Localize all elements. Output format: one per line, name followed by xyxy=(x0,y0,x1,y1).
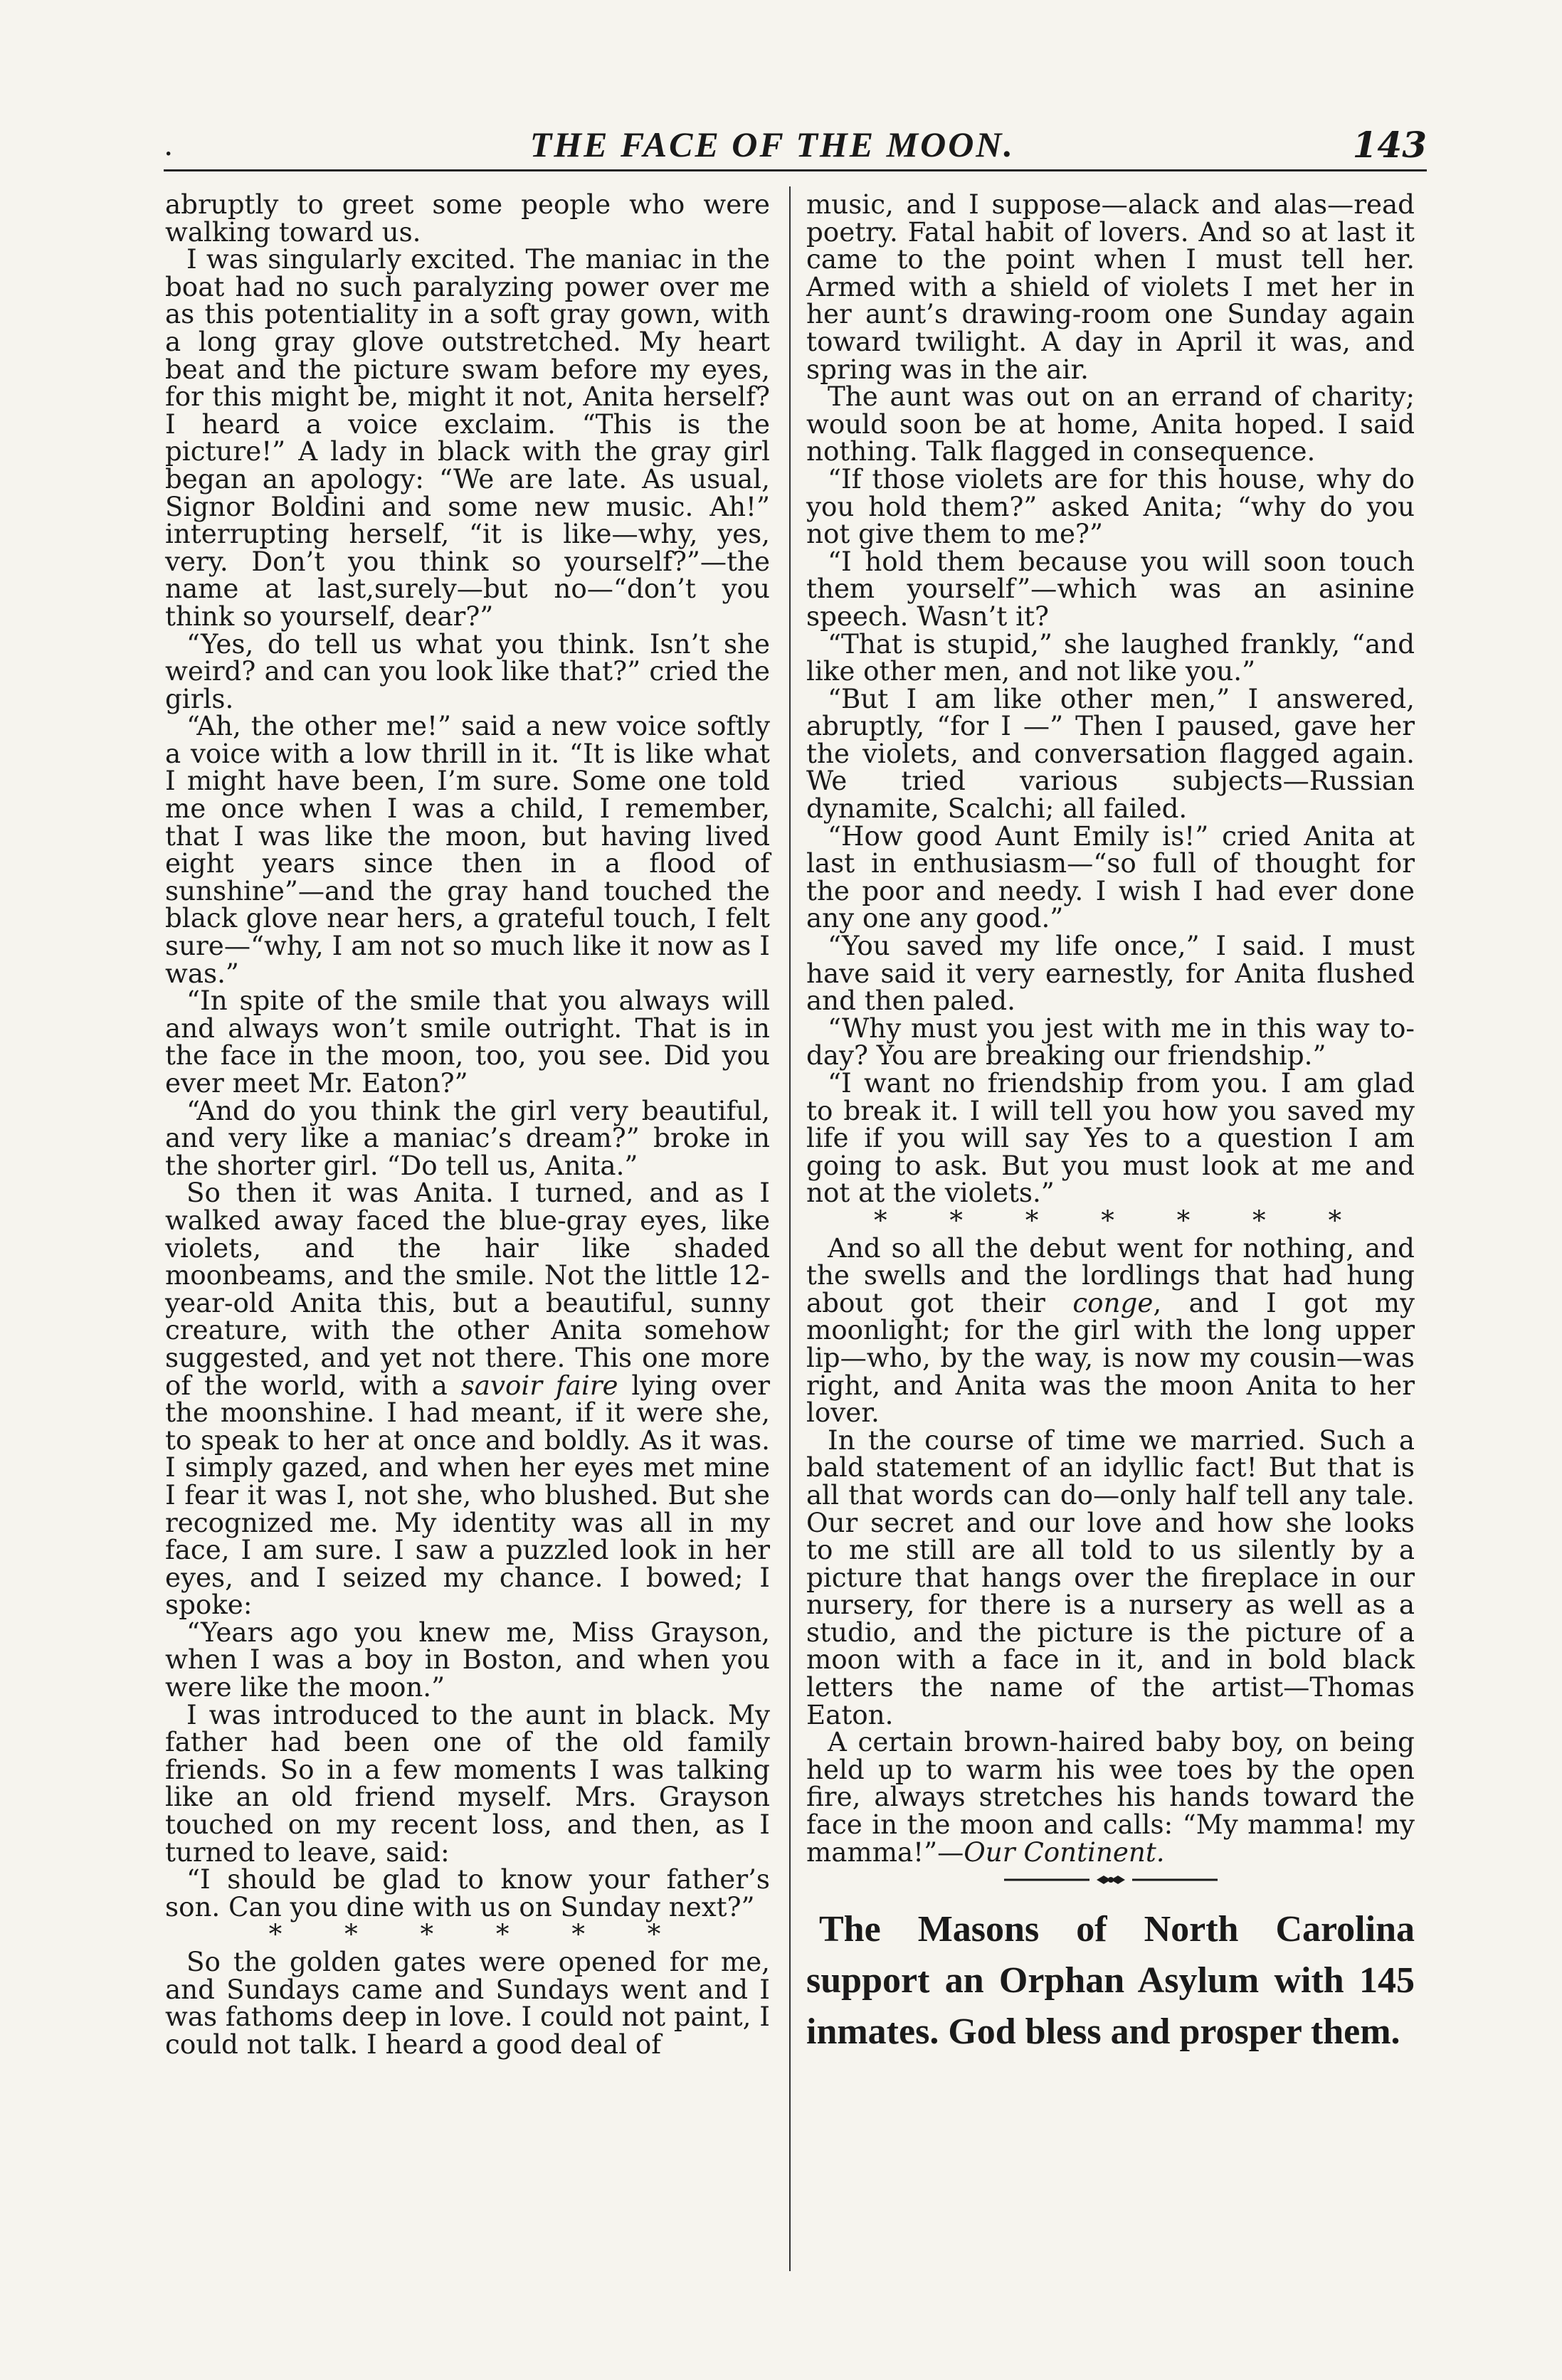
paragraph-text: A certain brown-haired baby boy, on being held up to warm his wee toes by the open fire, always stretches his hands toward the face in the moon and calls: “My mamma! my mamma!”— xyxy=(806,1726,1415,1868)
right-column-body xyxy=(806,191,1415,1866)
paragraph: “Yes, do tell us what you think. Isn’t she weird? and can you look like that?” cried the girls. xyxy=(165,628,770,714)
paragraph: “How good Aunt Emily is!” cried Anita at last in enthusiasm—“so full of thought for the poor and needy. I wish I had ever done any one any good.” xyxy=(806,820,1415,934)
paragraph: “But I am like other men,” I answered, abruptly, “for I —” Then I paused, gave her the violets, and conversation flagged again. We tried various subjects—Russian dynamite, Scalchi; all failed. xyxy=(806,682,1415,825)
paragraph: “And do you think the girl very beautiful, and very like a maniac’s dream?” broke in the shorter girl. “Do tell us, Anita.” xyxy=(165,1094,770,1181)
italic-text: savoir faire xyxy=(460,1369,618,1401)
ornamental-separator xyxy=(806,1873,1415,1887)
paragraph xyxy=(165,1179,770,1619)
paragraph: “You saved my life once,” I said. I must have said it very earnestly, for Anita flushed and then paled. xyxy=(806,930,1415,1017)
section-break-stars: * * * * * * xyxy=(268,1918,688,1950)
paragraph: “That is stupid,” she laughed frankly, “and like other men, and not like you.” xyxy=(806,628,1415,687)
paragraph xyxy=(806,1728,1415,1866)
paragraph: I was singularly excited. The maniac in the boat had no such paralyzing power over me as this potentiality in a soft gray gown, with a long gray glove outstretched. My heart beat and the picture swam before my eyes, for this might be, might it not, Anita herself? I heard a voice exclaim. “This is the picture!” A lady in black with the gray girl began an apology: “We are late. As usual, Signor Boldini and some new music. Ah!” interrupting herself, “it is like—why, yes, very. Don’t you think so yourself?”—the name at last,surely—but no—“don’t you think so yourself, dear?” xyxy=(165,243,770,632)
paragraph: “I want no friendship from you. I am glad to break it. I will tell you how you saved my life if you will say Yes to a question I am going to ask. But you must look at me and not at the violets.” xyxy=(806,1067,1415,1209)
italic-text: Our Continent. xyxy=(964,1836,1165,1868)
paragraph-text: lying over the moonshine. I had meant, if it were she, to speak to her at once and boldly. As it was. I simply gazed, and when her eyes met mine I fear it was I, not she, who blushed. But she recognized me. My identity was all in my face, I am sure. I saw a puzzled look in her eyes, and I seized my chance. I bowed; I spoke: xyxy=(165,1369,771,1621)
paragraph: “Why must you jest with me in this way to-day? You are breaking our friendship.” xyxy=(806,1012,1415,1072)
page-title: THE FACE OF THE MOON. xyxy=(529,125,1015,164)
paragraph: “Ah, the other me!” said a new voice softly a voice with a low thrill in it. “It is like what I might have been, I’m sure. Some one told me once when I was a child, I remember, that I was like the moon, but having lived eight years since then in a flood of sunshine”—and the gray hand touched the black glove near hers, a grateful touch, I felt sure—“why, I am not so much like it now as I was.” xyxy=(165,710,770,989)
left-column xyxy=(165,191,770,2058)
paragraph: “I should be glad to know your father’s son. Can you dine with us on Sunday next?” xyxy=(165,1863,770,1922)
running-header xyxy=(164,120,1427,171)
paragraph: “Years ago you knew me, Miss Grayson, when I was a boy in Boston, and when you were like the moon.” xyxy=(165,1616,770,1703)
section-break-stars: * * * * * * * xyxy=(873,1204,1369,1236)
paragraph: In the course of time we married. Such a bald statement of an idyllic fact! But that is all that words can do—only half tell any tale. Our secret and our love and how she looks to me still are all told to us silently by a picture that hangs over the fireplace in our nursery, for there is a nursery as well as a studio, and the picture is the picture of a moon with a face in it, and in bold black letters the name of the artist—Thomas Eaton. xyxy=(806,1424,1415,1730)
paragraph: The aunt was out on an errand of charity; would soon be at home, Anita hoped. I said nothing. Talk flagged in consequence. xyxy=(806,381,1415,467)
column-rule xyxy=(789,186,791,2271)
page-number: 143 xyxy=(1352,123,1427,166)
paragraph: So the golden gates were opened for me, and Sundays came and Sundays went and I was fathoms deep in love. I could not paint, I could not talk. I heard a good deal of xyxy=(165,1946,770,2060)
paragraph: “I hold them because you will soon touch them yourself”—which was an asinine speech. Wasn’t it? xyxy=(806,545,1415,632)
paragraph: “If those violets are for this house, why do you hold them?” asked Anita; “why do you not give them to me?” xyxy=(806,462,1415,550)
paragraph-text: , and I got my moonlight; for the girl with the long upper lip—who, by the way, is now my cousin—was right, and Anita was the moon Anita to her lover. xyxy=(806,1286,1415,1429)
paragraph: abruptly to greet some people who were walking toward us. xyxy=(165,189,770,248)
orphan-asylum-notice: The Masons of North Carolina support an Orphan Asylum with 145 inmates. God bless and prosper them. xyxy=(806,1909,1415,2053)
paragraph: “In spite of the smile that you always will and always won’t smile outright. That is in the face in the moon, too, you see. Did you ever meet Mr. Eaton?” xyxy=(165,985,770,1099)
paragraph-text: So then it was Anita. I turned, and as I walked away faced the blue-gray eyes, like violets, and the hair like shaded moonbeams, and the smile. Not the little 12-year-old Anita this, but a beautiful, sunny creature, with the other Anita somehow suggested, and yet not there. This one more of the world, with a xyxy=(165,1177,770,1401)
paragraph xyxy=(806,1234,1415,1427)
right-column xyxy=(806,191,1415,2058)
paragraph: I was introduced to the aunt in black. My father had been one of the old family friends. So in a few moments I was talking like an old friend myself. Mrs. Grayson touched on my recent loss, and then, as I turned to leave, said: xyxy=(165,1698,770,1868)
paragraph: music, and I suppose—alack and alas—read poetry. Fatal habit of lovers. And so at last it came to the point when I must tell her. Armed with a shield of violets I met her in her aunt’s drawing-room one Sunday again toward twilight. A day in April it was, and spring was in the air. xyxy=(806,189,1415,385)
header-mark: . xyxy=(164,127,174,162)
separator-ornament-icon xyxy=(1004,1873,1218,1887)
italic-text: conge xyxy=(1072,1286,1154,1318)
paragraph-text: And so all the debut went for nothing, and the swells and the lordlings that had hung about got their xyxy=(806,1232,1415,1318)
